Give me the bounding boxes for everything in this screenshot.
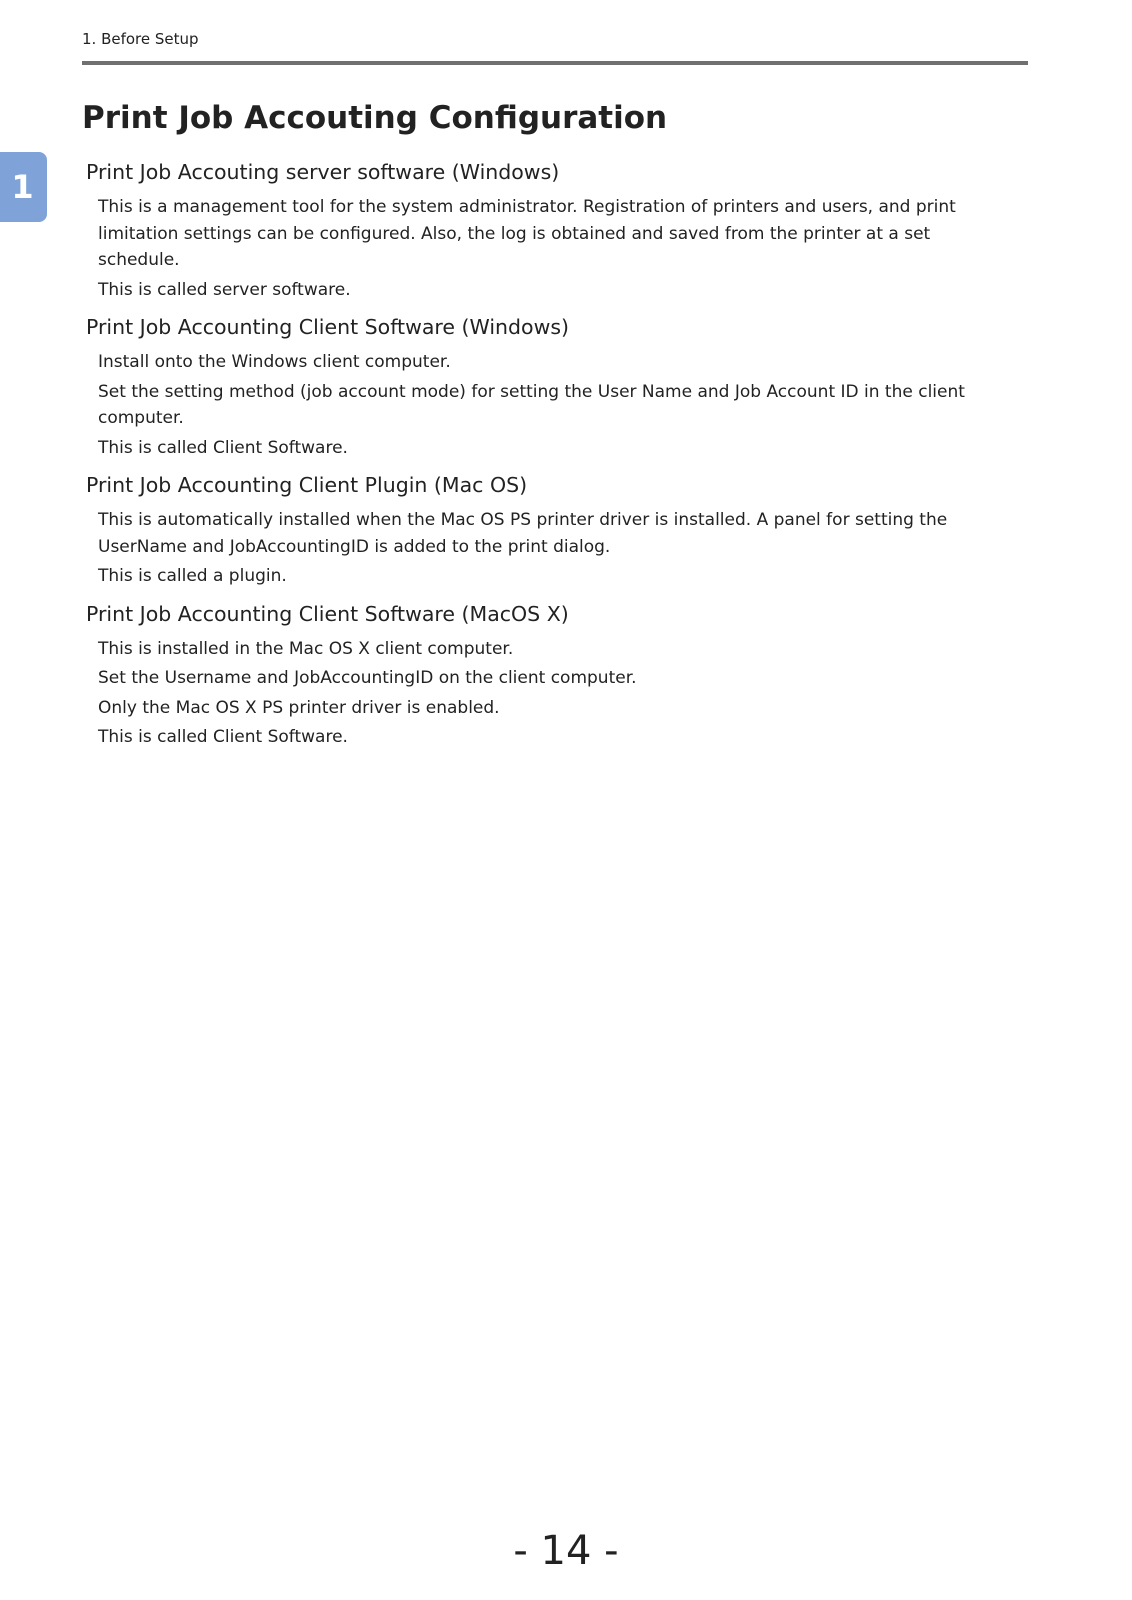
- content-body: [0, 154, 1132, 754]
- section-server-software: [0, 154, 1132, 303]
- header-divider: [82, 61, 1028, 65]
- section-client-plugin-mac: [0, 467, 1132, 590]
- section-client-software-windows: [0, 309, 1132, 461]
- running-header: 1. Before Setup: [82, 30, 199, 48]
- page-number: - 14 -: [513, 1528, 619, 1574]
- paragraph: Only the Mac OS X PS printer driver is enabled.: [98, 697, 500, 718]
- paragraph: Set the Username and JobAccountingID on the client computer.: [98, 668, 637, 688]
- section-heading: Print Job Accounting Client Plugin (Mac OS): [86, 473, 528, 497]
- paragraph: This is called Client Software.: [98, 437, 348, 458]
- section-client-software-macosx: [0, 596, 1132, 751]
- paragraph: This is called server software.: [98, 279, 351, 300]
- section-heading: Print Job Accouting server software (Windows): [86, 160, 560, 184]
- section-body: [98, 507, 998, 590]
- paragraph: This is called Client Software.: [98, 727, 348, 747]
- section-heading: Print Job Accounting Client Software (MacOS X): [86, 601, 569, 626]
- paragraph: This is a management tool for the system administrator. Registration of printers and users, and print limitation settings can be configured. Also, the log is obtained and saved from the printer at a set schedule.: [98, 197, 956, 270]
- chapter-tab-number: 1: [11, 168, 34, 206]
- paragraph: This is installed in the Mac OS X client computer.: [98, 638, 514, 659]
- paragraph: This is automatically installed when the Mac OS PS printer driver is installed. A panel for setting the UserName and JobAccountingID is added to the print dialog.: [98, 510, 948, 557]
- section-body: [98, 194, 998, 303]
- section-body: [98, 349, 998, 461]
- section-heading: Print Job Accounting Client Software (Windows): [86, 315, 570, 339]
- section-body: [98, 636, 998, 751]
- paragraph: This is called a plugin.: [98, 566, 287, 586]
- paragraph: Set the setting method (job account mode) for setting the User Name and Job Account ID in the client computer.: [98, 381, 965, 428]
- paragraph: Install onto the Windows client computer.: [98, 352, 451, 372]
- page-title: Print Job Accouting Configuration: [82, 100, 668, 136]
